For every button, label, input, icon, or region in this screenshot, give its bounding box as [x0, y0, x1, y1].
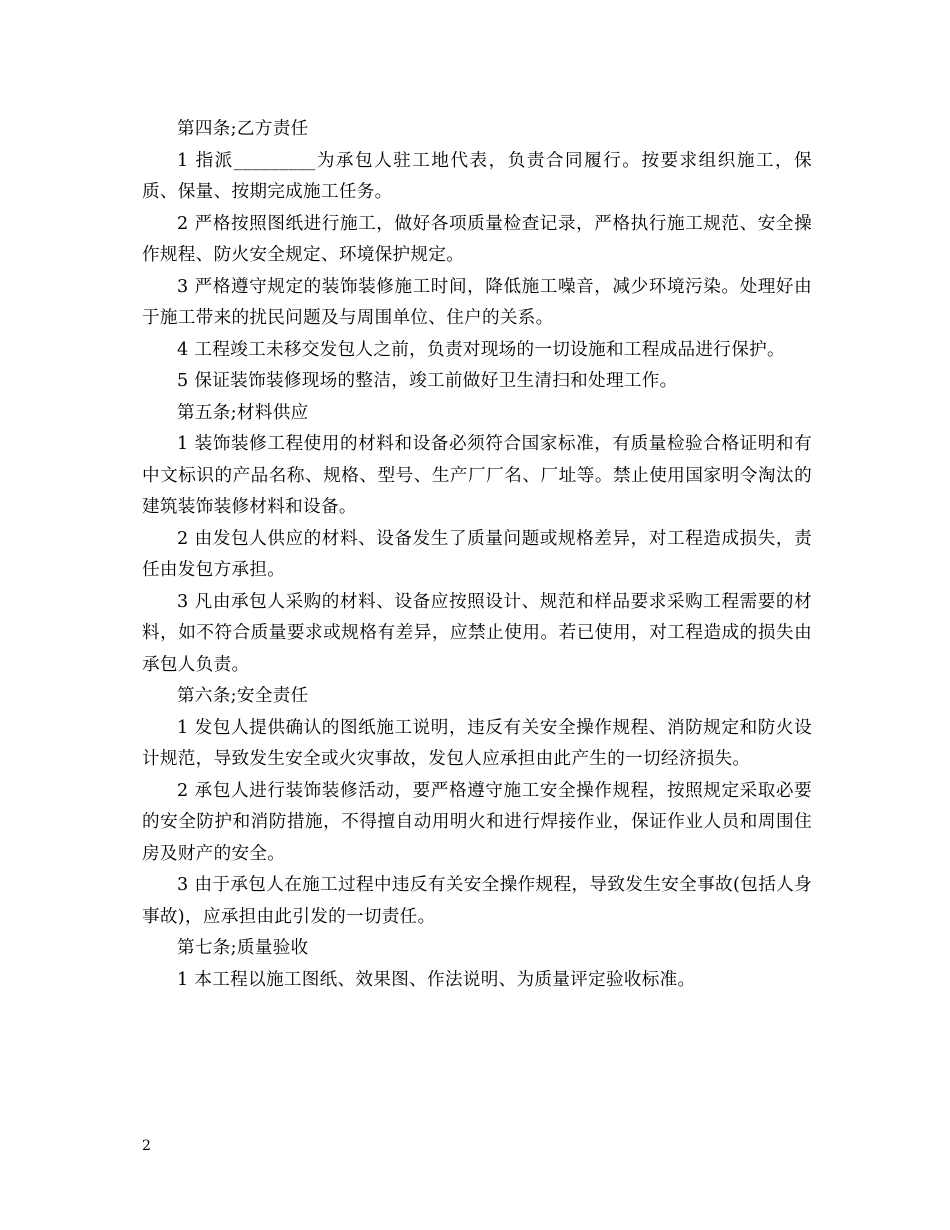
paragraph: 3 由于承包人在施工过程中违反有关安全操作规程，导致发生安全事故(包括人身事故)，应承担由此引发的一切责任。	[142, 875, 812, 927]
section-heading-6: 第六条;安全责任	[177, 686, 309, 706]
document-body	[142, 114, 812, 996]
paragraph: 1 发包人提供确认的图纸施工说明，违反有关安全操作规程、消防规定和防火设计规范，导致发生安全或火灾事故，发包人应承担由此产生的一切经济损失。	[142, 717, 812, 769]
paragraph: 1 本工程以施工图纸、效果图、作法说明、为质量评定验收标准。	[177, 969, 696, 990]
paragraph: 2 由发包人供应的材料、设备发生了质量问题或规格差异，对工程造成损失，责任由发包方承担。	[142, 528, 812, 580]
section-heading-7: 第七条;质量验收	[177, 938, 309, 958]
section-heading-5: 第五条;材料供应	[177, 402, 309, 423]
paragraph: 1 指派_________为承包人驻工地代表，负责合同履行。按要求组织施工，保质、保量、按期完成施工任务。	[142, 150, 812, 202]
paragraph: 2 承包人进行装饰装修活动，要严格遵守施工安全操作规程，按照规定采取必要的安全防护和消防措施，不得擅自动用明火和进行焊接作业，保证作业人员和周围住房及财产的安全。	[142, 780, 812, 864]
paragraph: 2 严格按照图纸进行施工，做好各项质量检查记录，严格执行施工规范、安全操作规程、防火安全规定、环境保护规定。	[142, 213, 812, 265]
section-heading-4: 第四条;乙方责任	[177, 119, 309, 139]
paragraph: 4 工程竣工未移交发包人之前，负责对现场的一切设施和工程成品进行保护。	[177, 339, 785, 360]
paragraph: 3 凡由承包人采购的材料、设备应按照设计、规范和样品要求采购工程需要的材料，如不符合质量要求或规格有差异，应禁止使用。若已使用，对工程造成的损失由承包人负责。	[142, 591, 812, 675]
paragraph: 5 保证装饰装修现场的整洁，竣工前做好卫生清扫和处理工作。	[177, 371, 678, 391]
page-number: 2	[142, 1138, 151, 1154]
paragraph: 3 严格遵守规定的装饰装修施工时间，降低施工噪音，减少环境污染。处理好由于施工带来的扰民问题及与周围单位、住户的关系。	[142, 276, 812, 328]
paragraph: 1 装饰装修工程使用的材料和设备必须符合国家标准，有质量检验合格证明和有中文标识的产品名称、规格、型号、生产厂厂名、厂址等。禁止使用国家明令淘汰的建筑装饰装修材料和设备。	[142, 434, 812, 517]
